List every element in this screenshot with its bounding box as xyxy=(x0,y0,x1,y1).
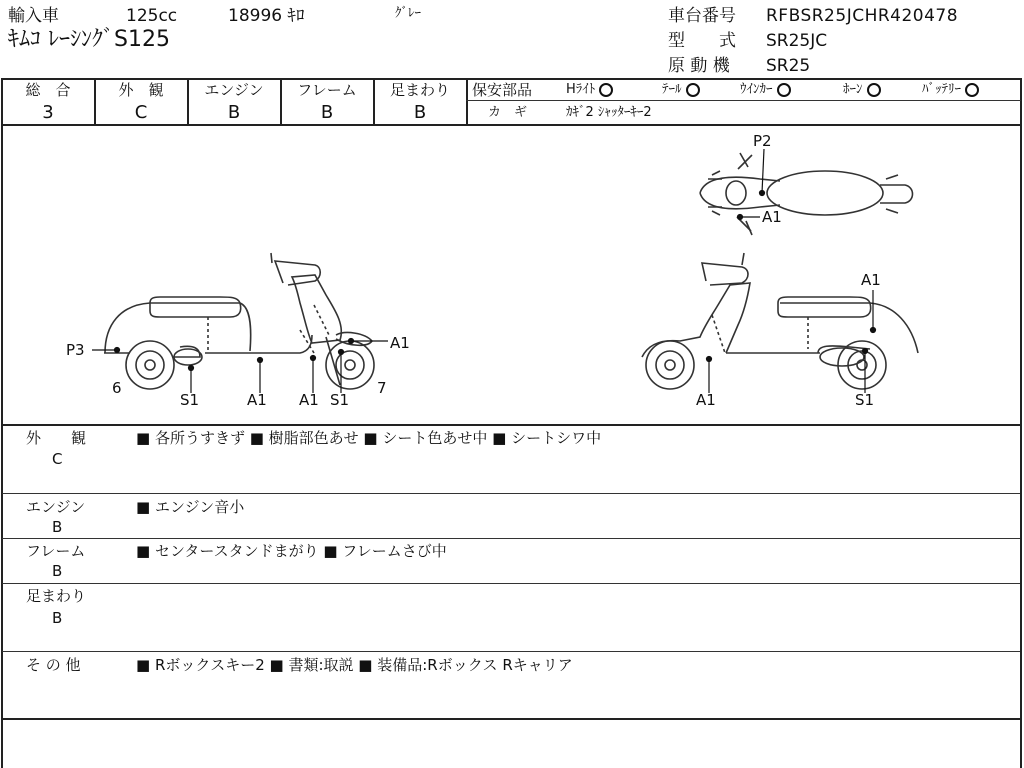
ok-circle-icon xyxy=(777,83,791,97)
ok-circle-icon xyxy=(965,83,979,97)
section-exterior-grade: C xyxy=(52,450,63,468)
section-other-label: そ の 他 xyxy=(26,656,81,674)
label-a1-right-top: A1 xyxy=(861,271,881,289)
notes-divider-3 xyxy=(2,583,1020,584)
label-a1-left-a: A1 xyxy=(247,391,267,409)
safety-row-divider xyxy=(466,100,1021,101)
frame-number-value: RFBSR25JCHR420478 xyxy=(766,6,959,26)
section-exterior-label: 外 観 xyxy=(26,429,87,447)
winker-label: ｳｲﾝｶｰ xyxy=(740,82,773,97)
ok-circle-icon xyxy=(599,83,613,97)
section-engine-notes: ■ エンジン音小 xyxy=(136,498,245,516)
section-suspension-label: 足まわり xyxy=(26,587,87,605)
diagram-bottom-rule xyxy=(1,424,1022,426)
notes-divider-4 xyxy=(2,651,1020,652)
safety-battery xyxy=(922,82,979,98)
safety-headlight xyxy=(566,82,613,98)
section-exterior-notes: ■ 各所うすきず ■ 樹脂部色あせ ■ シート色あせ中 ■ シートシワ中 xyxy=(136,429,602,447)
ok-circle-icon xyxy=(686,83,700,97)
top-view-scooter xyxy=(700,153,913,235)
overall-grade-value: 3 xyxy=(42,102,54,123)
model-name: ｷﾑｺ ﾚｰｼﾝｸﾞS125 xyxy=(8,27,170,52)
ok-circle-icon xyxy=(867,83,881,97)
label-a1-top: A1 xyxy=(762,208,782,226)
exterior-grade-label: 外 観 xyxy=(118,81,164,99)
engine-grade-label: エンジン xyxy=(204,81,264,99)
suspension-grade-value: B xyxy=(413,102,427,123)
header-bottom-rule xyxy=(1,78,1022,80)
model-code-label: 型 式 xyxy=(668,31,736,51)
headlight-label: Hﾗｲﾄ xyxy=(566,82,596,97)
left-side-scooter xyxy=(104,253,374,389)
key-value: ｶｷﾞ2 ｼｬｯﾀｰｷｰ2 xyxy=(566,105,652,120)
section-engine-grade: B xyxy=(52,518,63,536)
notes-bottom-rule xyxy=(1,718,1022,720)
notes-divider-1 xyxy=(2,493,1020,494)
frame-grade-value: B xyxy=(320,102,334,123)
engine-code-label: 原 動 機 xyxy=(668,56,730,76)
label-p3: P3 xyxy=(66,341,85,359)
exterior-grade-value: C xyxy=(134,102,148,123)
label-6: 6 xyxy=(112,379,122,397)
label-s1-left-a: S1 xyxy=(180,391,200,409)
notes-divider-2 xyxy=(2,538,1020,539)
safety-winker xyxy=(740,82,791,98)
frame-grade-label: フレーム xyxy=(297,81,357,99)
mileage: 18996 ｷﾛ xyxy=(228,6,305,26)
import-type: 輸入車 xyxy=(8,6,59,26)
section-other-notes: ■ Rボックスキー2 ■ 書類:取説 ■ 装備品:Rボックス Rキャリア xyxy=(136,656,573,674)
color: ｸﾞﾚｰ xyxy=(395,6,421,21)
displacement: 125cc xyxy=(126,6,178,26)
label-7: 7 xyxy=(377,379,387,397)
label-s1-left-b: S1 xyxy=(330,391,350,409)
engine-code-value: SR25 xyxy=(766,56,811,76)
safety-parts-label: 保安部品 xyxy=(472,81,533,99)
label-a1-left-b: A1 xyxy=(299,391,319,409)
label-p2-top: P2 xyxy=(753,132,772,150)
label-s1-right: S1 xyxy=(855,391,875,409)
section-frame-label: フレーム xyxy=(26,542,86,560)
safety-taillight xyxy=(662,82,700,98)
taillight-label: ﾃｰﾙ xyxy=(662,82,682,97)
horn-label: ﾎｰﾝ xyxy=(843,82,863,97)
grade-sep-5 xyxy=(466,78,468,125)
frame-number-label: 車台番号 xyxy=(668,6,736,26)
battery-label: ﾊﾞｯﾃﾘｰ xyxy=(922,82,961,97)
safety-horn xyxy=(843,82,881,98)
engine-grade-value: B xyxy=(227,102,241,123)
section-frame-notes: ■ センタースタンドまがり ■ フレームさび中 xyxy=(136,542,447,560)
section-frame-grade: B xyxy=(52,562,63,580)
label-a1-left-c: A1 xyxy=(390,334,410,352)
overall-grade-label: 総 合 xyxy=(25,81,71,99)
section-suspension-grade: B xyxy=(52,609,63,627)
key-label: カ ギ xyxy=(488,105,528,120)
suspension-grade-label: 足まわり xyxy=(389,81,450,99)
label-a1-right: A1 xyxy=(696,391,716,409)
section-engine-label: エンジン xyxy=(26,498,86,516)
model-code-value: SR25JC xyxy=(766,31,828,51)
